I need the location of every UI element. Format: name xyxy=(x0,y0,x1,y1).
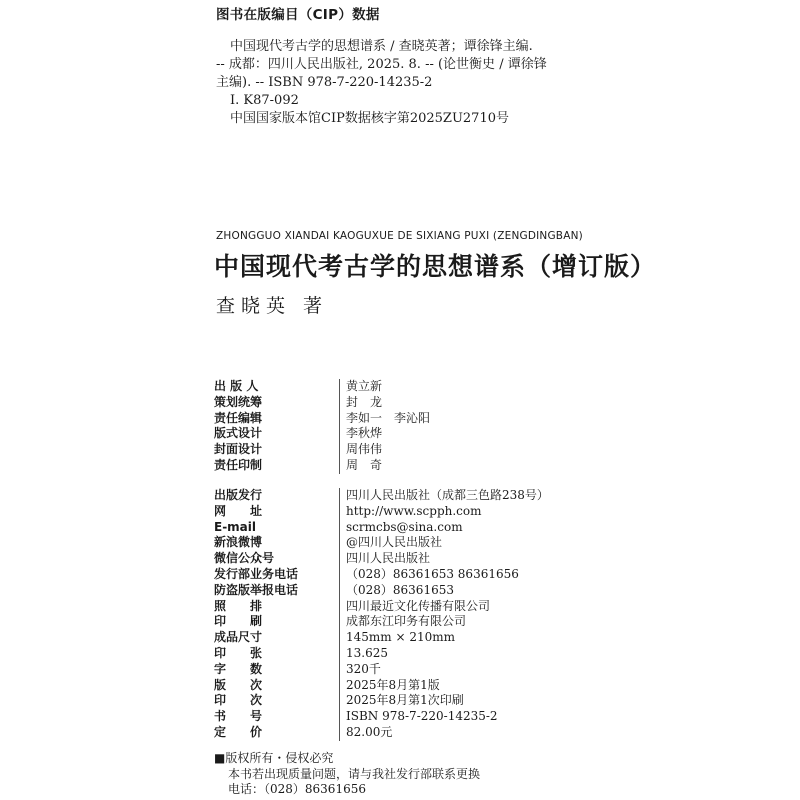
info-value: 李秋烨 xyxy=(340,426,431,442)
info-label: 印 张 xyxy=(214,645,263,660)
info-label: 微信公众号 xyxy=(214,551,275,566)
cip-heading: 图书在版编目（CIP）数据 xyxy=(216,7,380,23)
info-row xyxy=(214,567,549,583)
info-label: 版 次 xyxy=(214,677,263,692)
info-value: 13.625 xyxy=(340,646,549,662)
info-value: 82.00元 xyxy=(340,725,549,741)
info-label: 印 次 xyxy=(214,693,263,708)
info-label: 出 版 人 xyxy=(214,379,259,393)
info-label: 照 排 xyxy=(214,598,263,613)
quality-notice: 本书若出现质量问题，请与我社发行部联系更换 xyxy=(228,766,481,781)
publication-info-table xyxy=(214,488,549,741)
info-label: 字 数 xyxy=(214,661,263,676)
cip-record xyxy=(216,38,547,128)
info-value: 周 奇 xyxy=(340,458,431,474)
info-value: 2025年8月第1版 xyxy=(340,678,549,694)
cip-line-title: 中国现代考古学的思想谱系 / 查晓英著；谭徐锋主编. xyxy=(230,39,533,54)
info-label: 责任印制 xyxy=(214,457,263,472)
info-value: （028）86361653 86361656 xyxy=(340,567,549,583)
info-row xyxy=(214,379,430,395)
info-row xyxy=(214,395,430,411)
info-value: 周伟伟 xyxy=(340,442,431,458)
info-row xyxy=(214,678,549,694)
info-value: 2025年8月第1次印刷 xyxy=(340,693,549,709)
info-label: 印 刷 xyxy=(214,614,263,629)
info-label: 书 号 xyxy=(214,709,263,724)
info-value: 成都东江印务有限公司 xyxy=(340,614,549,630)
cip-line-record-number: 中国国家版本馆CIP数据核字第2025ZU2710号 xyxy=(230,111,509,126)
info-value: 四川人民出版社 xyxy=(340,551,549,567)
info-row xyxy=(214,662,549,678)
info-value: 四川最近文化传播有限公司 xyxy=(340,599,549,615)
info-row xyxy=(214,411,430,427)
info-value: http://www.scpph.com xyxy=(340,504,549,520)
copyright-statement: ■版权所有・侵权必究 xyxy=(214,751,334,765)
info-label: 发行部业务电话 xyxy=(214,566,299,581)
info-row xyxy=(214,535,549,551)
info-value: 四川人民出版社（成都三色路238号） xyxy=(340,488,549,504)
info-label: 策划统筹 xyxy=(214,394,263,409)
info-value: 320千 xyxy=(340,662,549,678)
info-value: ISBN 978-7-220-14235-2 xyxy=(340,709,549,725)
info-value: 145mm × 210mm xyxy=(340,630,549,646)
info-row xyxy=(214,583,549,599)
info-value: 封 龙 xyxy=(340,395,431,411)
info-label: 新浪微博 xyxy=(214,535,263,550)
info-row xyxy=(214,426,430,442)
info-value: 李如一 李沁阳 xyxy=(340,411,431,427)
info-row xyxy=(214,551,549,567)
book-author: 查晓英 著 xyxy=(216,295,329,317)
info-row xyxy=(214,488,549,504)
info-row xyxy=(214,442,430,458)
info-row xyxy=(214,646,549,662)
staff-table xyxy=(214,379,430,474)
info-row xyxy=(214,630,549,646)
book-title: 中国现代考古学的思想谱系（增订版） xyxy=(214,252,657,281)
info-label: 出版发行 xyxy=(214,488,263,502)
info-row xyxy=(214,614,549,630)
pinyin-title: ZHONGGUO XIANDAI KAOGUXUE DE SIXIANG PUXI (ZENGDINGBAN) xyxy=(216,230,583,242)
info-value: （028）86361653 xyxy=(340,583,549,599)
contact-phone: 电话：（028）86361656 xyxy=(228,782,366,796)
info-row xyxy=(214,709,549,725)
info-label: 网 址 xyxy=(214,503,263,518)
info-row xyxy=(214,725,549,741)
info-label: 责任编辑 xyxy=(214,410,263,425)
info-label: 成品尺寸 xyxy=(214,630,263,645)
info-label: 定 价 xyxy=(214,724,263,739)
cip-line-publisher: -- 成都：四川人民出版社, 2025. 8. -- (论世衡史 / 谭徐锋 xyxy=(216,57,547,72)
info-label: 封面设计 xyxy=(214,442,263,457)
info-value: scrmcbs@sina.com xyxy=(340,520,549,536)
info-value: 黄立新 xyxy=(340,379,431,395)
info-row xyxy=(214,458,430,474)
cip-line-classification: Ⅰ. K87-092 xyxy=(230,93,299,108)
cip-line-isbn: 主编). -- ISBN 978-7-220-14235-2 xyxy=(216,75,433,90)
rights-notice xyxy=(214,751,480,798)
info-label: 防盗版举报电话 xyxy=(214,582,299,597)
info-row xyxy=(214,599,549,615)
info-label: E-mail xyxy=(214,519,257,534)
info-value: @四川人民出版社 xyxy=(340,535,549,551)
info-label: 版式设计 xyxy=(214,426,263,441)
info-row xyxy=(214,504,549,520)
info-row xyxy=(214,520,549,536)
info-row xyxy=(214,693,549,709)
